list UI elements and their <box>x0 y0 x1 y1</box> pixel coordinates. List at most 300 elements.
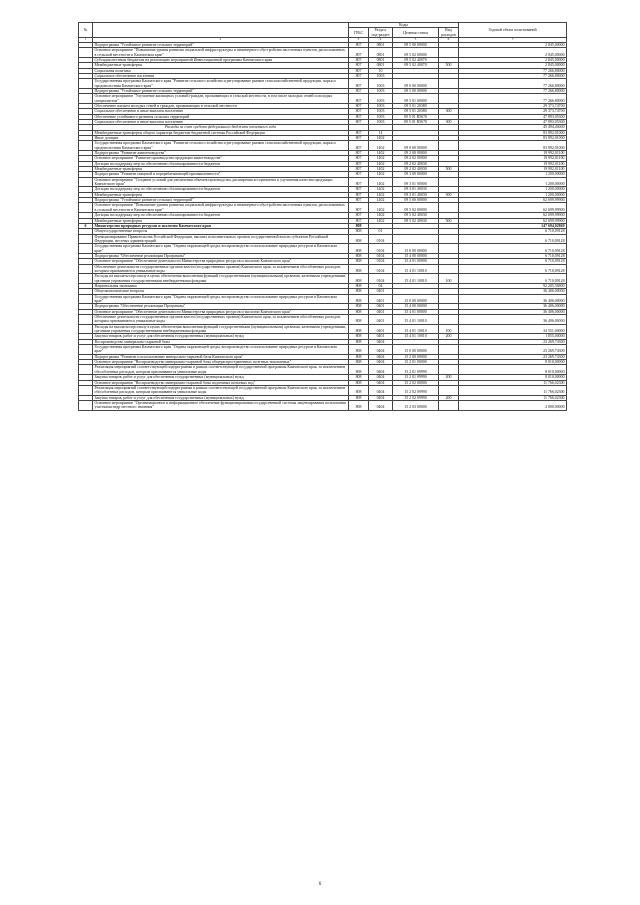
row-grbs: 808 <box>349 339 369 344</box>
row-expense-type <box>439 294 459 304</box>
column-index: 3 <box>349 38 369 43</box>
row-article: 15 4 01 10010 <box>393 274 439 284</box>
row-section: 0104 <box>369 264 393 274</box>
row-grbs: 808 <box>349 375 369 380</box>
row-name: Основное мероприятие "Повышение уровня развития социальной инфраструктуры и инженерного обустройства населенных пунктов, расположенных в сельской местности в Камчатском крае" <box>93 48 349 58</box>
row-amount: 36 406,00000 <box>459 294 567 304</box>
row-section: 1402 <box>369 198 393 203</box>
row-name: Основное мероприятие "Обеспечение деятельности Министерства природных ресурсов и экологии Камчатского края" <box>93 259 349 264</box>
row-grbs: 808 <box>349 365 369 375</box>
row-name: Закупка товаров, работ и услуг для обеспечения государственных (муниципальных) нужд <box>93 375 349 380</box>
row-grbs: 808 <box>349 234 369 244</box>
row-name: Функционирование Правительства Российской Федерации, высших исполнительных органов государственной власти субъектов Российской Федерации, местных администраций <box>93 234 349 244</box>
row-amount: 29 373,74700 <box>459 103 567 108</box>
row-amount: 36 406,00000 <box>459 315 567 325</box>
row-name: Подпрограмма "Развитие животноводства" <box>93 151 349 156</box>
row-grbs: 808 <box>349 354 369 359</box>
table-row <box>79 324 567 334</box>
row-section: 0404 <box>369 375 393 380</box>
row-article: 15 2 01 00000 <box>393 360 439 365</box>
row-amount: 1 200,00000 <box>459 187 567 192</box>
row-expense-type <box>439 345 459 355</box>
row-amount: 23 269,74300 <box>459 345 567 355</box>
row-section: 01 <box>369 229 393 234</box>
row-section: 1402 <box>369 213 393 218</box>
budget-table <box>78 22 567 411</box>
row-name: Расходы на выплаты персоналу в целях обеспечения выполнения функций государственными (муниципальными) органами, казенными учреждениями, органами управления государственными внебюджетными фондами <box>93 274 349 284</box>
row-section: 0104 <box>369 244 393 254</box>
row-name: Государственная программа Камчатского края "Развитие сельского хозяйства и регулирование рынков сельскохозяйственной продукции, сырья и продовольствия Камчатского края" <box>93 79 349 89</box>
row-name: Социальное обеспечение и иные выплаты населению <box>93 109 349 114</box>
row-amount: 36 406,00000 <box>459 289 567 294</box>
row-section: 1402 <box>369 177 393 187</box>
row-article: 15 2 00 00000 <box>393 354 439 359</box>
row-name: Субсидия местным бюджетам на реализацию мероприятий Инвестиционной программы Камчатского края <box>93 57 349 62</box>
row-article: 09 3 01 40030 <box>393 187 439 192</box>
row-grbs: 807 <box>349 48 369 58</box>
row-grbs: 807 <box>349 192 369 197</box>
row-section: 0401 <box>369 309 393 314</box>
row-expense-type: 300 <box>439 109 459 114</box>
row-expense-type <box>439 203 459 213</box>
row-name: Подпрограмма "Обеспечение реализации Программы" <box>93 304 349 309</box>
row-section: 0404 <box>369 385 393 395</box>
row-amount: 2 845,00000 <box>459 48 567 58</box>
row-name: Основное мероприятие "Обеспечение деятельности Министерства природных ресурсов и экологии Камчатского края" <box>93 309 349 314</box>
row-article: 09 3 00 00000 <box>393 172 439 177</box>
row-expense-type: 500 <box>439 192 459 197</box>
row-name: Закупка товаров, работ и услуг для обеспечения государственных (муниципальных) нужд <box>93 395 349 400</box>
row-article: 09 5 01 R5670 <box>393 119 439 124</box>
row-number <box>79 385 93 395</box>
row-number <box>79 324 93 334</box>
row-grbs: 808 <box>349 309 369 314</box>
row-amount: 19 992,01100 <box>459 167 567 172</box>
row-grbs: 807 <box>349 114 369 119</box>
row-name: Основное мероприятие "Развитие производства продукции животноводства" <box>93 156 349 161</box>
row-name: Обеспечение деятельности государственных органов власти (государственных органов) Камчатского края, за исключением обособленных расходов, которым присваиваются уникальные коды <box>93 264 349 274</box>
row-section: 1402 <box>369 151 393 156</box>
row-section: 0404 <box>369 400 393 410</box>
row-amount: 2 845,00000 <box>459 63 567 68</box>
row-article: 09 5 00 00000 <box>393 88 439 93</box>
row-article: 09 5 01 00000 <box>393 94 439 104</box>
row-article: 15 0 00 00000 <box>393 244 439 254</box>
table-row <box>79 177 567 187</box>
row-name: Межбюджетные трансферты <box>93 218 349 223</box>
row-amount: 34 551,00000 <box>459 324 567 334</box>
row-article: 15 0 00 00000 <box>393 294 439 304</box>
row-amount: 62 699,99900 <box>459 213 567 218</box>
row-section: 04 <box>369 283 393 288</box>
row-name: Общеэкономические вопросы <box>93 289 349 294</box>
row-grbs: 807 <box>349 57 369 62</box>
row-amount: 62 699,99900 <box>459 203 567 213</box>
row-grbs: 807 <box>349 109 369 114</box>
row-number <box>79 94 93 104</box>
row-grbs: 807 <box>349 213 369 218</box>
table-row <box>79 141 567 151</box>
row-article: 09 0 00 00000 <box>393 79 439 89</box>
row-name: Основное мероприятие "Воспроизводство минерально-сырьевой базы общераспространенных полезных ископаемых" <box>93 360 349 365</box>
row-section: 1003 <box>369 73 393 78</box>
row-expense-type <box>439 264 459 274</box>
row-article: 09 5 00 00000 <box>393 42 439 47</box>
row-grbs: 808 <box>349 274 369 284</box>
row-section: 0801 <box>369 57 393 62</box>
page-number: 6 <box>318 882 322 887</box>
row-name: Государственная программа Камчатского края "Охрана окружающей среды, воспроизводство и использование природных ресурсов в Камчатском крае" <box>93 345 349 355</box>
row-grbs: 808 <box>349 360 369 365</box>
row-amount: 19 992,01100 <box>459 151 567 156</box>
row-section: 0104 <box>369 274 393 284</box>
row-amount: 6 710,09128 <box>459 264 567 274</box>
column-index: 5 <box>393 38 439 43</box>
column-index: 4 <box>369 38 393 43</box>
row-name: Подпрограмма "Устойчивое развитие сельских территорий" <box>93 88 349 93</box>
row-amount: 83 892,01000 <box>459 130 567 135</box>
row-section: 0801 <box>369 42 393 47</box>
column-index: 2 <box>93 38 349 43</box>
row-number <box>79 177 93 187</box>
row-section: 0404 <box>369 395 393 400</box>
row-grbs: 808 <box>349 289 369 294</box>
row-amount: 77 266,80000 <box>459 68 567 73</box>
row-section: 1402 <box>369 161 393 166</box>
row-article: 15 2 01 09990 <box>393 365 439 375</box>
row-section: 0404 <box>369 365 393 375</box>
row-name: Подпрограмма "Развитие и использование минерально-сырьевой базы Камчатского края" <box>93 354 349 359</box>
row-name: Обеспечение деятельности государственных органов власти (государственных органов) Камчатского края, за исключением обособленных расходов, которым присваиваются уникальные коды <box>93 315 349 325</box>
row-name: Подпрограмма "Устойчивое развитие сельских территорий" <box>93 198 349 203</box>
row-section: 1402 <box>369 203 393 213</box>
row-article: 09 5 01 20380 <box>393 109 439 114</box>
row-article: 09 5 02 40030 <box>393 213 439 218</box>
column-index: 6 <box>439 38 459 43</box>
row-amount: 19 992,01100 <box>459 156 567 161</box>
row-grbs: 808 <box>349 380 369 385</box>
row-grbs: 807 <box>349 172 369 177</box>
row-expense-type: 500 <box>439 167 459 172</box>
row-section: 0801 <box>369 48 393 58</box>
row-grbs: 807 <box>349 161 369 166</box>
row-name: Межбюджетные трансферты общего характера бюджетам бюджетной системы Российской Федерации <box>93 130 349 135</box>
row-article: 15 4 00 00000 <box>393 304 439 309</box>
row-number <box>79 315 93 325</box>
row-amount: 47 893,05300 <box>459 114 567 119</box>
row-article: 09 5 02 40030 <box>393 218 439 223</box>
row-amount: 83 892,01000 <box>459 141 567 151</box>
row-amount: 45 494,40000 <box>459 125 567 130</box>
row-name: Расходы за счет средств федерального бюджета отчетного года <box>93 125 349 130</box>
row-grbs: 808 <box>349 395 369 400</box>
row-number <box>79 48 93 58</box>
row-name: Расходы на выплаты персоналу в целях обеспечения выполнения функций государственными (муниципальными) органами, казенными учреждениями, органами управления государственными внебюджетными фондами <box>93 324 349 334</box>
row-article: 15 2 01 09990 <box>393 375 439 380</box>
header-article: Целевая статья <box>393 28 439 38</box>
row-amount: 1 200,00000 <box>459 177 567 187</box>
table-row <box>79 203 567 213</box>
row-grbs: 808 <box>349 223 369 228</box>
row-article: 15 4 01 10010 <box>393 315 439 325</box>
row-name: Государственная программа Камчатского края "Охрана окружающей среды, воспроизводство и использование природных ресурсов в Камчатском крае" <box>93 294 349 304</box>
row-grbs: 807 <box>349 103 369 108</box>
row-section: 1402 <box>369 156 393 161</box>
row-section: 0404 <box>369 339 393 344</box>
row-expense-type: 500 <box>439 63 459 68</box>
table-row <box>79 365 567 375</box>
row-number <box>79 264 93 274</box>
row-amount: 2 845,00000 <box>459 42 567 47</box>
row-grbs: 808 <box>349 304 369 309</box>
row-amount: 11 766,02300 <box>459 380 567 385</box>
row-number <box>79 345 93 355</box>
row-name: Основное мероприятие "Создание условий для увеличения объемов производства, расширения ассортимента и улучшения качества продукции Камчатского края" <box>93 177 349 187</box>
row-number <box>79 244 93 254</box>
row-article: 09 2 02 40030 <box>393 161 439 166</box>
row-amount: 77 266,80000 <box>459 88 567 93</box>
row-name: Реализация мероприятий соответствующей подпрограммы в рамках соответствующей государственной программы Камчатского края, за исключением обособленных расходов, которым присваиваются уникальные коды <box>93 385 349 395</box>
row-grbs: 807 <box>349 130 369 135</box>
row-amount: 11 766,02300 <box>459 395 567 400</box>
table-row <box>79 94 567 104</box>
row-grbs: 807 <box>349 167 369 172</box>
row-name: Министерство природных ресурсов и экологии Камчатского края <box>93 223 349 228</box>
row-section: 1003 <box>369 79 393 89</box>
row-article <box>393 234 439 244</box>
table-row <box>79 244 567 254</box>
row-expense-type: 500 <box>439 218 459 223</box>
row-name: Обеспечение устойчивого развития сельских территорий <box>93 114 349 119</box>
row-article: 15 4 01 10010 <box>393 264 439 274</box>
row-grbs: 807 <box>349 119 369 124</box>
row-article: 09 5 02 40070 <box>393 57 439 62</box>
row-article: 15 2 02 09990 <box>393 395 439 400</box>
table-row <box>79 294 567 304</box>
row-section: 0801 <box>369 63 393 68</box>
row-amount: 77 266,80000 <box>459 79 567 89</box>
row-grbs: 808 <box>349 294 369 304</box>
column-index: 7 <box>459 38 567 43</box>
header-codes: Коды <box>349 23 459 28</box>
row-name: Подпрограмма "Развитие пищевой и перерабатывающей промышленности" <box>93 172 349 177</box>
row-section: 1003 <box>369 94 393 104</box>
row-section: 1003 <box>369 103 393 108</box>
row-name: Межбюджетные трансферты <box>93 167 349 172</box>
row-amount: 6 710,09128 <box>459 253 567 258</box>
row-number <box>79 294 93 304</box>
row-name: Дотации на поддержку мер по обеспечению сбалансированности бюджетов <box>93 213 349 218</box>
row-amount: 36 406,00000 <box>459 304 567 309</box>
header-name <box>93 23 349 38</box>
row-expense-type <box>439 365 459 375</box>
row-expense-type: 200 <box>439 375 459 380</box>
row-number <box>79 203 93 213</box>
row-expense-type <box>439 48 459 58</box>
row-name: Межбюджетные трансферты <box>93 63 349 68</box>
row-section: 0401 <box>369 304 393 309</box>
row-amount: 8 010,00000 <box>459 375 567 380</box>
row-expense-type: 100 <box>439 274 459 284</box>
row-article: 15 0 00 00000 <box>393 345 439 355</box>
row-grbs: 807 <box>349 136 369 141</box>
row-name: Дотации на поддержку мер по обеспечению сбалансированности бюджетов <box>93 187 349 192</box>
row-amount: 1 200,00000 <box>459 192 567 197</box>
row-article: 09 5 00 00000 <box>393 198 439 203</box>
row-article: 09 3 01 00000 <box>393 177 439 187</box>
row-grbs: 807 <box>349 88 369 93</box>
row-grbs: 807 <box>349 177 369 187</box>
table-row <box>79 345 567 355</box>
row-article: 09 2 02 40030 <box>393 167 439 172</box>
table-row <box>79 274 567 284</box>
row-section: 1402 <box>369 192 393 197</box>
row-article: 09 2 02 00000 <box>393 156 439 161</box>
row-expense-type <box>439 400 459 410</box>
row-name: Закупка товаров, работ и услуг для обеспечения государственных (муниципальных) нужд <box>93 334 349 339</box>
row-number: 6 <box>79 223 93 228</box>
row-amount: 29 373,74700 <box>459 109 567 114</box>
row-amount: 1 200,00000 <box>459 172 567 177</box>
row-expense-type: 200 <box>439 395 459 400</box>
row-name: Обеспечение жильем молодых семей и граждан, проживающих в сельской местности <box>93 103 349 108</box>
row-grbs: 808 <box>349 264 369 274</box>
row-grbs: 808 <box>349 385 369 395</box>
row-amount: 23 269,74300 <box>459 339 567 344</box>
row-section: 0404 <box>369 360 393 365</box>
row-article: 09 3 01 40030 <box>393 192 439 197</box>
row-name: Основное мероприятие "Повышение уровня развития социальной инфраструктуры и инженерного обустройства населенных пунктов, расположенных в сельской местности в Камчатском крае" <box>93 203 349 213</box>
row-name: Воспроизводство минерально-сырьевой базы <box>93 339 349 344</box>
row-article: 09 5 02 40070 <box>393 63 439 68</box>
row-grbs: 807 <box>349 68 369 73</box>
row-grbs: 807 <box>349 141 369 151</box>
row-section: 14 <box>369 130 393 135</box>
row-section: 1402 <box>369 218 393 223</box>
row-grbs: 807 <box>349 63 369 68</box>
row-expense-type <box>439 234 459 244</box>
row-grbs: 808 <box>349 345 369 355</box>
row-name: Национальная экономика <box>93 283 349 288</box>
row-amount: 36 406,00000 <box>459 309 567 314</box>
table-row <box>79 79 567 89</box>
row-section: 0401 <box>369 289 393 294</box>
row-section: 0401 <box>369 315 393 325</box>
row-section: 0404 <box>369 345 393 355</box>
row-expense-type <box>439 244 459 254</box>
header-expense-type: Вид расходов <box>439 28 459 38</box>
row-grbs: 807 <box>349 203 369 213</box>
row-article: 15 4 01 00000 <box>393 259 439 264</box>
row-name: Основное мероприятие "Улучшение жилищных условий граждан, проживающих в сельской местности, в том числе молодых семей и молодых специалистов" <box>93 94 349 104</box>
row-article: 15 4 00 00000 <box>393 253 439 258</box>
row-section: 1402 <box>369 172 393 177</box>
row-name: Государственная программа Камчатского края "Охрана окружающей среды, воспроизводство и использование природных ресурсов в Камчатском крае" <box>93 244 349 254</box>
row-grbs: 808 <box>349 253 369 258</box>
row-article: 09 5 01 20380 <box>393 103 439 108</box>
table-row <box>79 400 567 410</box>
row-expense-type <box>439 79 459 89</box>
row-name: Реализация мероприятий соответствующей подпрограммы в рамках соответствующей государственной программы Камчатского края, за исключением обособленных расходов, которым присваиваются уникальные коды <box>93 365 349 375</box>
row-grbs: 808 <box>349 244 369 254</box>
row-amount: 47 893,05300 <box>459 119 567 124</box>
row-name: Государственная программа Камчатского края "Развитие сельского хозяйства и регулирование рынков сельскохозяйственной продукции, сырья и продовольствия Камчатского края" <box>93 141 349 151</box>
row-expense-type <box>439 94 459 104</box>
row-section: 0404 <box>369 354 393 359</box>
table-row <box>79 315 567 325</box>
row-article: 09 2 00 00000 <box>393 151 439 156</box>
row-grbs: 807 <box>349 94 369 104</box>
row-section: 1402 <box>369 167 393 172</box>
table-row <box>79 385 567 395</box>
row-grbs: 807 <box>349 218 369 223</box>
row-section: 1402 <box>369 187 393 192</box>
row-grbs: 807 <box>349 73 369 78</box>
row-article: 09 0 00 00000 <box>393 141 439 151</box>
row-section: 0401 <box>369 294 393 304</box>
row-amount: 8 010,00000 <box>459 365 567 375</box>
row-article: 15 2 02 09990 <box>393 385 439 395</box>
row-article: 15 4 01 00000 <box>393 309 439 314</box>
row-section: 0104 <box>369 259 393 264</box>
row-section: 1003 <box>369 88 393 93</box>
row-section: 0104 <box>369 234 393 244</box>
row-amount: 77 266,80000 <box>459 73 567 78</box>
row-article: 15 2 03 00000 <box>393 400 439 410</box>
row-grbs: 808 <box>349 229 369 234</box>
row-section: 1003 <box>369 109 393 114</box>
row-name: Социальная политика <box>93 68 349 73</box>
row-name: Иные дотации <box>93 136 349 141</box>
header-section: Раздел, под-раздел <box>369 28 393 38</box>
row-article: 09 5 02 00000 <box>393 203 439 213</box>
table-row <box>79 264 567 274</box>
row-grbs: 807 <box>349 187 369 192</box>
row-name: Дотации на поддержку мер по обеспечению сбалансированности бюджетов <box>93 161 349 166</box>
table-row <box>79 48 567 58</box>
row-amount: 1 855,00000 <box>459 334 567 339</box>
row-name: Социальное обеспечение населения <box>93 73 349 78</box>
row-amount: 62 699,99900 <box>459 198 567 203</box>
row-grbs: 807 <box>349 151 369 156</box>
row-grbs: 808 <box>349 315 369 325</box>
row-section: 0104 <box>369 253 393 258</box>
row-expense-type <box>439 177 459 187</box>
row-grbs: 807 <box>349 79 369 89</box>
row-amount: 92 205,56800 <box>459 283 567 288</box>
row-expense-type: 300 <box>439 119 459 124</box>
row-amount: 6 710,09128 <box>459 229 567 234</box>
row-name: Подпрограмма "Устойчивое развитие сельских территорий" <box>93 42 349 47</box>
row-number <box>79 274 93 284</box>
row-amount: 83 892,01000 <box>459 136 567 141</box>
row-article: 15 4 01 10010 <box>393 334 439 339</box>
row-grbs: 807 <box>349 156 369 161</box>
row-amount: 11 766,02300 <box>459 385 567 395</box>
row-number <box>79 400 93 410</box>
row-section: 0401 <box>369 324 393 334</box>
row-expense-type <box>439 385 459 395</box>
header-total: Годовой объем ассигнований <box>459 23 567 38</box>
row-article: 09 5 01 R5670 <box>393 114 439 119</box>
row-amount: 6 710,09128 <box>459 274 567 284</box>
row-article: 15 4 01 10010 <box>393 324 439 334</box>
row-grbs: 807 <box>349 42 369 47</box>
row-name: Основное мероприятие "Воспроизводство минерально-сырьевой базы подземных питьевых вод" <box>93 380 349 385</box>
row-name: Подпрограмма "Обеспечение реализации Программы" <box>93 253 349 258</box>
row-section: 1003 <box>369 114 393 119</box>
row-article: 09 5 02 00000 <box>393 48 439 58</box>
